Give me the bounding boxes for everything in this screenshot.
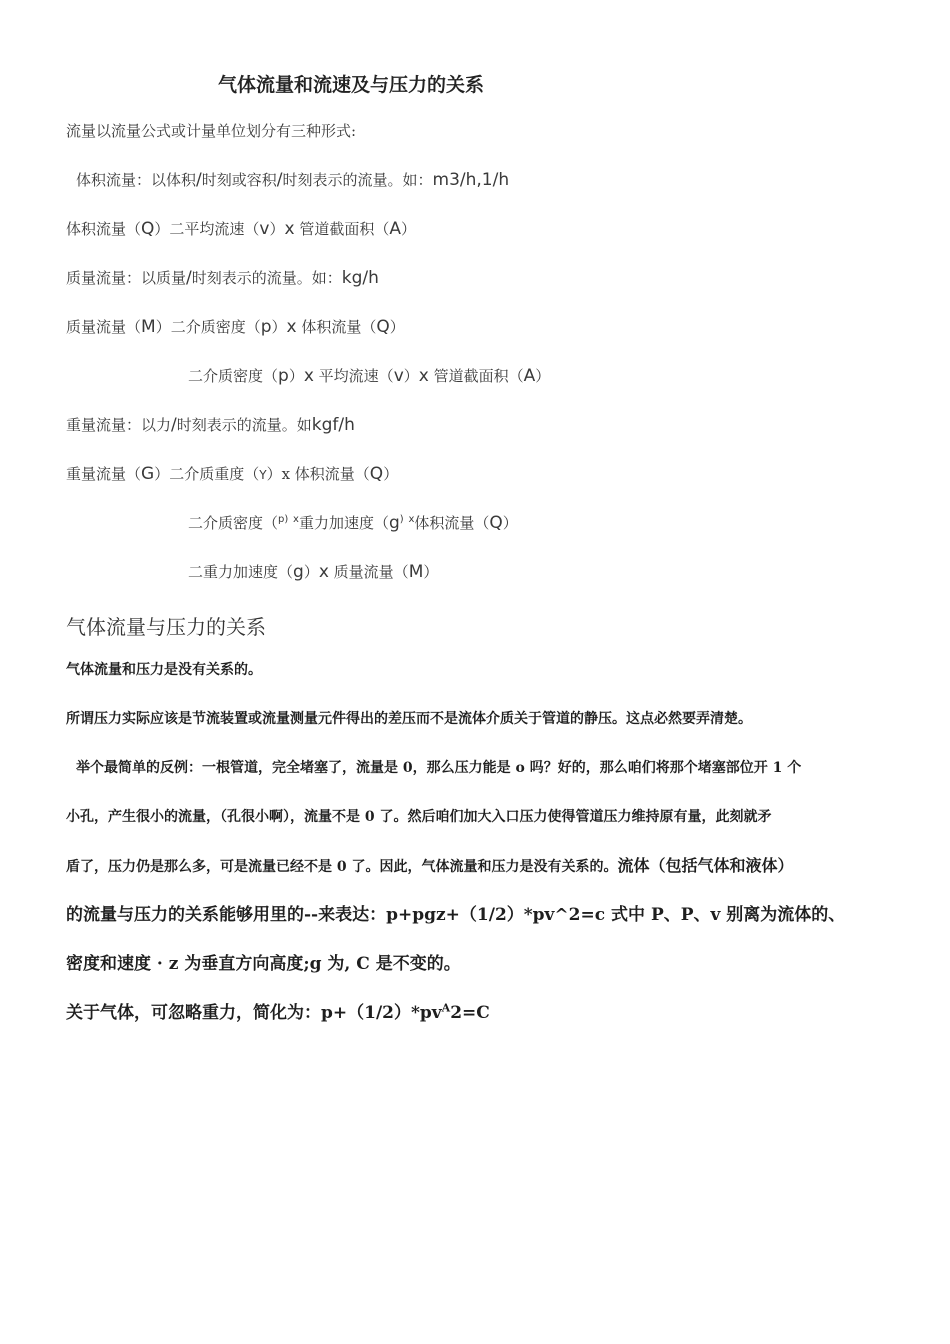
- paragraph-example-line-1: 举个最简单的反例：一根管道，完全堵塞了，流量是 0，那么压力能是 o 吗？好的，那么咱们将那个堵塞部位开 1 个: [76, 760, 802, 776]
- bernoulli-equation-line: 的流量与压力的关系能够用里的--来表达：p+pgz+（1/2）*pv^2=c 式中 P、P、v 别离为流体的、: [66, 905, 846, 925]
- volume-flow-formula: 体积流量（Q）二平均流速（v）x 管道截面积（A）: [66, 219, 417, 239]
- volume-flow-definition: 体积流量：以体积/时刻或容积/时刻表示的流量。如：m3/h,1/h: [76, 170, 510, 190]
- section-heading: 气体流量与压力的关系: [66, 615, 266, 639]
- mass-flow-formula-expanded: 二介质密度（p）x 平均流速（v）x 管道截面积（A）: [188, 366, 551, 386]
- gas-simplified-equation: 关于气体，可忽略重力，简化为：$p+(1/2)*pv^A2=C$: [66, 1001, 490, 1023]
- bernoulli-variables-line: 密度和速度 · z 为垂直方向高度;g 为, C 是不变的。: [66, 954, 461, 974]
- mass-flow-definition: 质量流量：以质量/时刻表示的流量。如：kg/h: [66, 268, 379, 288]
- paragraph-pressure-definition: 所谓压力实际应该是节流装置或流量测量元件得出的差压而不是流体介质关于管道的静压。这点必然要弄清楚。: [66, 711, 752, 727]
- weight-flow-definition: 重量流量：以力/时刻表示的流量。如kgf/h: [66, 415, 355, 435]
- paragraph-example-line-3: 盾了，压力仍是那么多，可是流量已经不是 0 了。因此，气体流量和压力是没有关系的。流体（包括气体和液体）: [66, 856, 794, 875]
- document-title: 气体流量和流速及与压力的关系: [218, 74, 485, 96]
- intro-text: 流量以流量公式或计量单位划分有三种形式:: [66, 122, 357, 140]
- weight-flow-formula-mass: 二重力加速度（g）x 质量流量（M）: [188, 562, 439, 582]
- weight-flow-formula: 重量流量（G）二介质重度（Y）x 体积流量（Q）: [66, 464, 399, 484]
- paragraph-no-relation: 气体流量和压力是没有关系的。: [66, 662, 262, 678]
- paragraph-example-line-2: 小孔，产生很小的流量，（孔很小啊），流量不是 0 了。然后咱们加大入口压力使得管道压力维持原有量，此刻就矛: [66, 809, 772, 825]
- weight-flow-formula-expanded: 二介质密度（$^{p)}$ $^x$重力加速度（g) $^x$体积流量（Q）: [188, 513, 518, 533]
- mass-flow-formula: 质量流量（M）二介质密度（p）x 体积流量（Q）: [66, 317, 405, 337]
